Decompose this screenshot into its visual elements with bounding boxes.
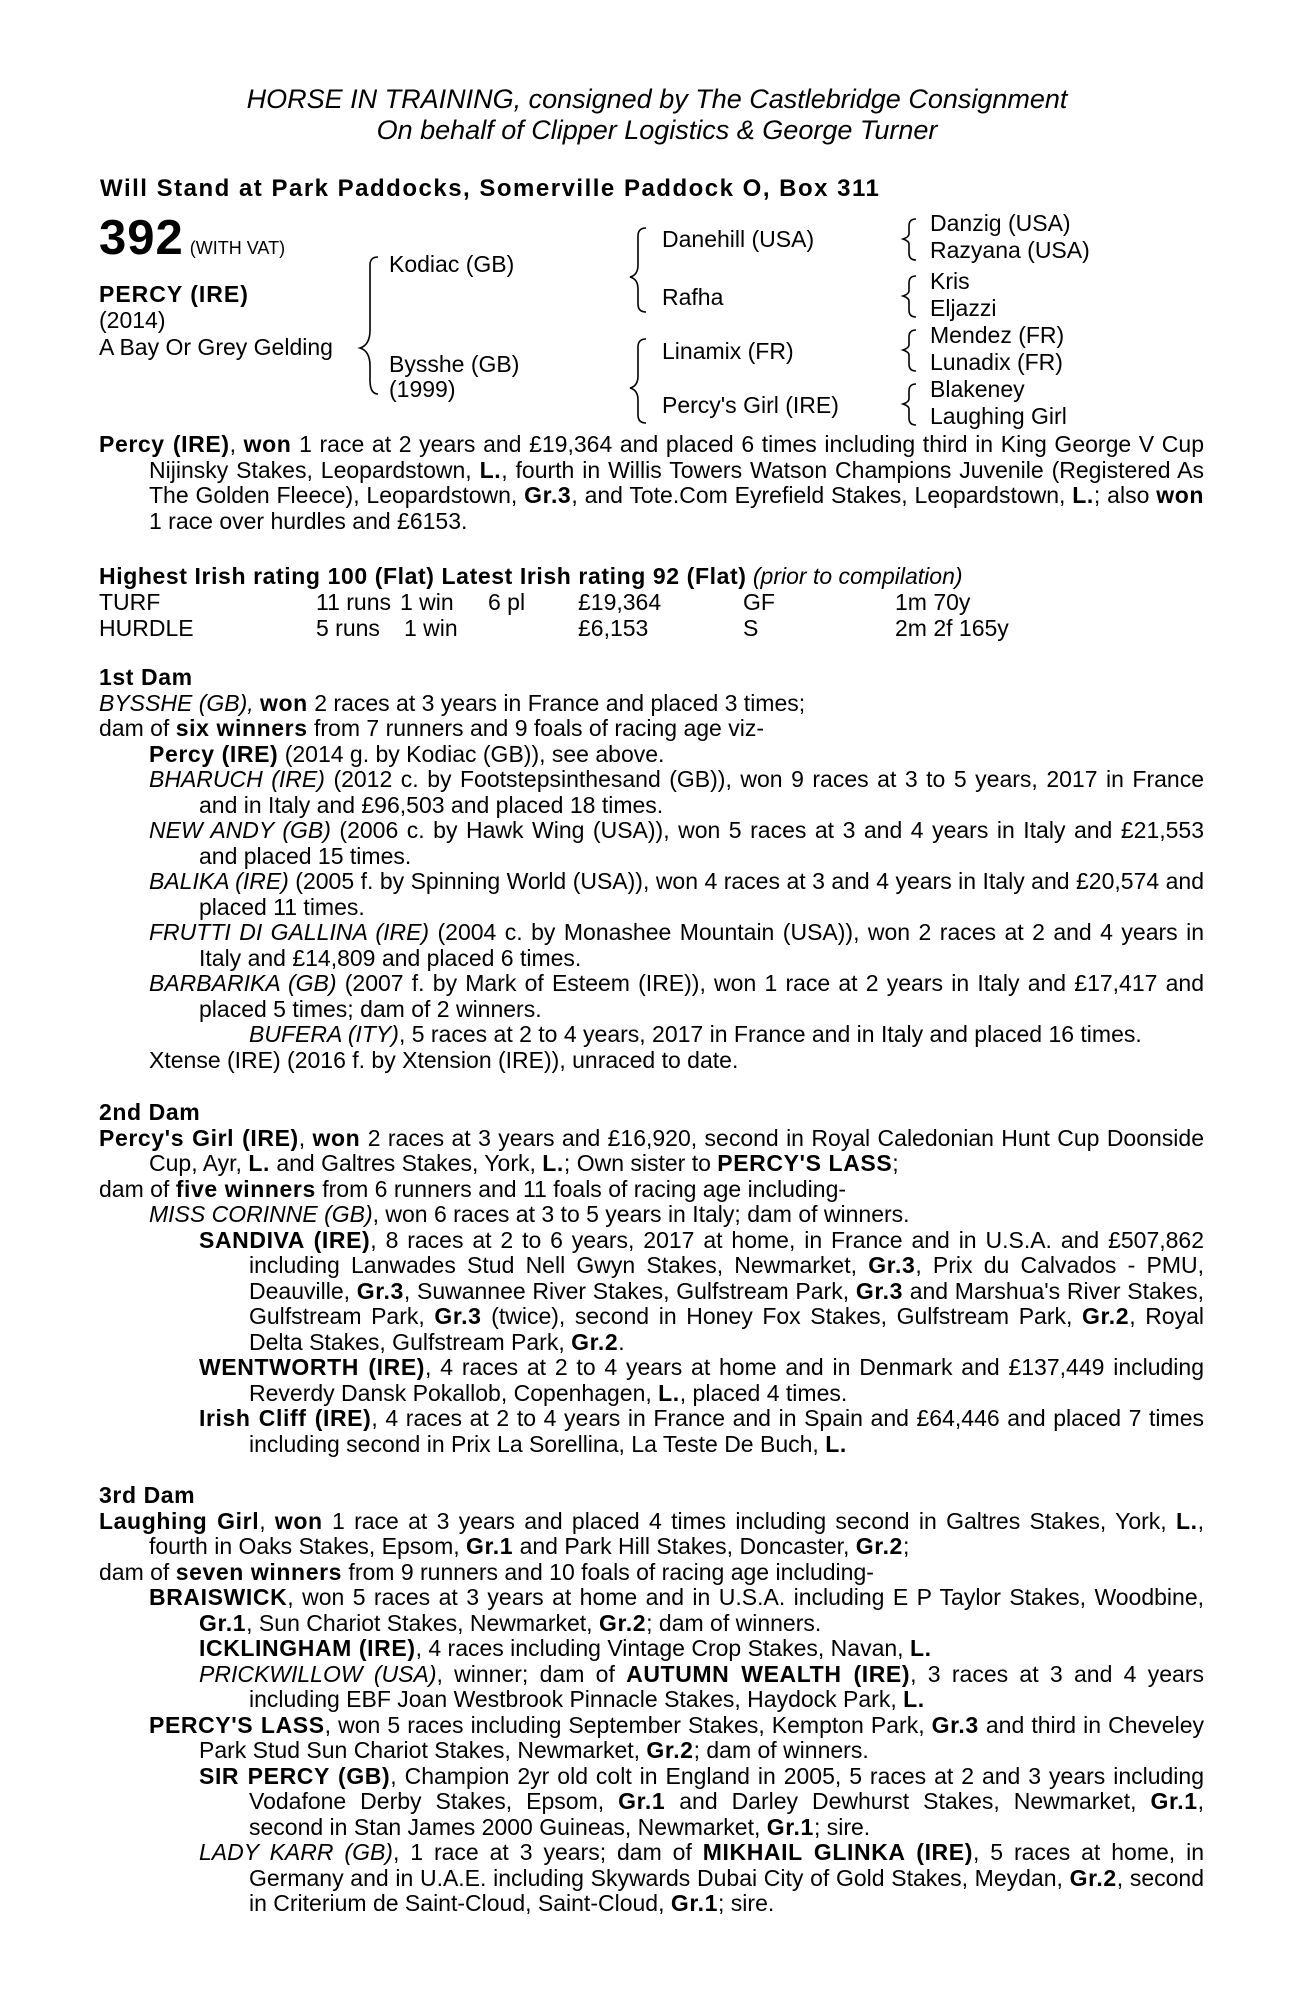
summary-text: , fourth in Willis Towers Watson Champions Juvenile (Registered As The Golden Fleece), Leopardstown,	[149, 456, 1204, 508]
produce-name: FRUTTI DI GALLINA (IRE)	[149, 919, 430, 945]
second-dam-name: Percy's Girl (IRE)	[99, 1124, 299, 1151]
group-label: Gr.3	[434, 1303, 482, 1329]
produce-name: BALIKA (IRE)	[149, 868, 289, 894]
pedigree-dss: Mendez (FR)	[930, 322, 1065, 348]
dam-text: and Galtres Stakes, York,	[269, 1150, 543, 1176]
won-label: won	[274, 1507, 323, 1534]
listed-label: L.	[1175, 1507, 1198, 1534]
pedigree-sdd: Eljazzi	[930, 295, 997, 321]
summary-text: 1 race at 2 years and £19,364 and placed 6 times including third in King George V Cup Nijinsky Stakes, Leopardstown,	[149, 431, 1204, 483]
dam-text: ;	[902, 1533, 910, 1559]
dam-text: from 6 runners and 11 foals of racing age including-	[315, 1175, 847, 1202]
produce-text: (2005 f. by Spinning World (USA)), won 4 races at 3 and 4 years in Italy and £20,574 and placed 11 times.	[199, 868, 1204, 920]
produce-name: BHARUCH (IRE)	[149, 766, 325, 792]
third-dam-record: Laughing Girl, won 1 race at 3 years and placed 4 times including second in Galtres Stakes, York, L., fourth in Oaks Stakes, Epsom, Gr.1 and Park Hill Stakes, Doncaster, Gr.2;	[99, 1507, 1205, 1559]
produce-name: SIR PERCY (GB)	[199, 1762, 391, 1789]
first-dam-name: BYSSHE (GB),	[99, 689, 254, 716]
produce-bharuch	[149, 767, 1204, 818]
group-label: Gr.2	[855, 1533, 903, 1559]
produce-braiswick	[149, 1585, 1204, 1636]
produce-text: , won 6 races at 3 to 5 years in Italy; dam of winners.	[372, 1201, 910, 1227]
dam-text: ; Own sister to	[563, 1150, 718, 1176]
produce-text: , 4 races at 2 to 4 years at home and in Denmark and £137,449 including Reverdy Dansk Pokallob, Copenhagen,	[249, 1354, 1204, 1406]
group-label: Gr.3	[356, 1277, 404, 1304]
group-label: Gr.2	[646, 1737, 694, 1763]
lot-vat: (WITH VAT)	[189, 238, 286, 258]
produce-name: WENTWORTH (IRE)	[199, 1354, 426, 1380]
pedigree-dam-dam: Percy's Girl (IRE)	[662, 392, 839, 418]
listed-label: L.	[1072, 482, 1094, 508]
first-dam-section	[99, 665, 1204, 1073]
produce-text: ; dam of winners.	[646, 1609, 822, 1636]
stand-location: Will Stand at Park Paddocks, Somerville Paddock O, Box 311	[100, 175, 881, 202]
produce-name: SANDIVA (IRE)	[199, 1226, 371, 1253]
second-dam-heading: 2nd Dam	[99, 1099, 201, 1125]
horse-description: A Bay Or Grey Gelding	[99, 334, 333, 360]
group-label: Gr.3	[931, 1711, 979, 1738]
dam-text: 2 races at 3 years and £16,920, second in Royal Caledonian Hunt Cup Doonside Cup, Ayr,	[149, 1124, 1204, 1176]
produce-text: , 5 races at 2 to 4 years, 2017 in France and in Italy and placed 16 times.	[398, 1021, 1142, 1047]
sister-name: PERCY'S LASS	[717, 1150, 893, 1176]
produce-text: (2006 c. by Hawk Wing (USA)), won 5 races at 3 and 4 years in Italy and £21,553 and placed 15 times.	[199, 817, 1205, 869]
produce-text: , 5 races at home, in Germany and in U.A.E. including Skywards Dubai City of Gold Stakes, Meydan,	[249, 1839, 1204, 1891]
produce-text: and Darley Dewhurst Stakes, Newmarket,	[665, 1788, 1151, 1814]
third-dam-name: Laughing Girl	[99, 1507, 260, 1534]
record-runs: 11 runs	[316, 589, 392, 615]
listed-label: L.	[909, 1635, 932, 1661]
produce-text: (2012 c. by Footstepsinthesand (GB)), won 9 races at 3 to 5 years, 2017 in France and in Italy and £96,503 and placed 18 times.	[199, 766, 1204, 818]
produce-name: BARBARIKA (GB)	[149, 970, 337, 996]
produce-name: Irish Cliff (IRE)	[199, 1405, 372, 1431]
produce-text: , Royal Delta Stakes, Gulfstream Park,	[249, 1303, 1205, 1355]
listed-label: L.	[658, 1379, 680, 1406]
brace-ss	[903, 219, 916, 260]
produce-wentworth	[199, 1355, 1204, 1406]
produce-name: LADY KARR (GB)	[199, 1839, 393, 1865]
brace-ds	[903, 330, 916, 371]
produce-text: and Marshua's River Stakes, Gulfstream Park,	[249, 1277, 1204, 1329]
first-dam-produce-summary	[99, 716, 1204, 742]
produce-text: , won 5 races at 3 years at home and in U.S.A. including E P Taylor Stakes, Woodbine,	[287, 1584, 1204, 1610]
produce-frutti	[149, 920, 1204, 971]
produce-offspring-name: MIKHAIL GLINKA (IRE)	[702, 1839, 973, 1865]
dam-text: from 7 runners and 9 foals of racing age viz-	[307, 715, 765, 741]
winners-count: six winners	[175, 715, 308, 741]
produce-name: NEW ANDY (GB)	[149, 817, 331, 843]
produce-miss-corinne	[149, 1202, 1204, 1228]
brace-dd	[903, 384, 916, 425]
brace-dam	[630, 339, 646, 423]
group-label: Gr.3	[868, 1252, 916, 1278]
brace-sire-dam	[360, 257, 378, 394]
produce-icklingham	[199, 1636, 1204, 1662]
listed-label: L.	[479, 456, 502, 483]
produce-text: , Champion 2yr old colt in England in 2005, 5 races at 2 and 3 years including Vodafone Derby Stakes, Epsom,	[249, 1762, 1205, 1814]
group-label: Gr.3	[524, 482, 572, 508]
record-placed: 6 pl	[488, 589, 526, 615]
dam-text: and Park Hill Stakes, Doncaster,	[513, 1533, 856, 1559]
produce-name: PERCY'S LASS	[149, 1711, 325, 1738]
dam-text: , fourth in Oaks Stakes, Epsom,	[149, 1507, 1205, 1559]
produce-bufera	[249, 1022, 1204, 1048]
summary-paragraph: Percy (IRE), won 1 race at 2 years and £19,364 and placed 6 times including third in King George V Cup Nijinsky Stakes, Leopardstown, L., fourth in Willis Towers Watson Champions Juvenile (Registered As The Golden Fleece), Leopardstown, Gr.3, and Tote.Com Eyrefield Stakes, Leopardstown, L.; also won 1 race over hurdles and £6153.	[99, 431, 1205, 534]
pedigree-braces	[0, 0, 1314, 440]
group-label: Gr.1	[766, 1813, 814, 1840]
produce-text: ; sire.	[718, 1890, 775, 1916]
record-type: HURDLE	[99, 615, 194, 641]
header-behalf: On behalf of Clipper Logistics & George Turner	[376, 115, 938, 145]
produce-text: (2004 c. by Monashee Mountain (USA)), won 2 races at 2 and 4 years in Italy and £14,809 and placed 6 times.	[199, 919, 1205, 971]
record-going: GF	[743, 589, 775, 615]
produce-text: , second in Criterium de Saint-Cloud, Saint-Cloud,	[249, 1864, 1204, 1916]
summary-won: won	[1156, 482, 1205, 508]
horse-name: PERCY (IRE)	[99, 281, 249, 307]
dam-text: from 9 runners and 10 foals of racing age including-	[342, 1558, 874, 1585]
horse-year: (2014)	[99, 307, 166, 333]
produce-text: , placed 4 times.	[679, 1379, 848, 1406]
second-dam-record: Percy's Girl (IRE), won 2 races at 3 years and £16,920, second in Royal Caledonian Hunt Cup Doonside Cup, Ayr, L. and Galtres Stakes, York, L.; Own sister to PERCY'S LASS;	[99, 1124, 1204, 1176]
rating-line	[99, 563, 963, 590]
second-dam-section	[99, 1100, 1204, 1457]
brace-sd	[903, 276, 916, 317]
won-label: won	[312, 1124, 361, 1151]
pedigree-dam-year: (1999)	[389, 376, 456, 402]
pedigree-ddd: Laughing Girl	[930, 403, 1067, 429]
summary-text: , and Tote.Com Eyrefield Stakes, Leopardstown,	[571, 482, 1073, 508]
group-label: Gr.1	[1150, 1788, 1198, 1814]
rating-note: (prior to compilation)	[752, 563, 963, 589]
winners-count: seven winners	[175, 1558, 343, 1585]
produce-name: BUFERA (ITY)	[249, 1021, 399, 1047]
produce-text: , 3 races at 3 and 4 years including EBF Joan Westbrook Pinnacle Stakes, Haydock Park,	[249, 1660, 1204, 1712]
produce-percys-lass	[149, 1713, 1204, 1764]
produce-name: PRICKWILLOW (USA)	[199, 1660, 437, 1687]
summary-text: ; also	[1093, 482, 1157, 508]
produce-text: , won 5 races including September Stakes, Kempton Park,	[324, 1711, 932, 1738]
produce-text: , winner; dam of	[436, 1660, 627, 1687]
group-label: Gr.1	[199, 1609, 247, 1636]
won-label: won	[260, 689, 308, 716]
produce-balika	[149, 869, 1204, 920]
produce-name: ICKLINGHAM (IRE)	[199, 1635, 416, 1661]
listed-label: L.	[542, 1150, 564, 1176]
dam-text: dam of	[99, 715, 176, 741]
listed-label: L.	[248, 1150, 270, 1176]
summary-text: 1 race over hurdles and £6153.	[149, 507, 468, 534]
dam-text: 2 races at 3 years in France and placed 3 times;	[307, 689, 806, 716]
brace-sire	[630, 228, 646, 312]
produce-barbarika	[149, 971, 1204, 1022]
summary-won: won	[243, 431, 292, 457]
listed-label: L.	[825, 1430, 847, 1457]
record-distance: 1m 70y	[895, 589, 971, 615]
dam-text: ;	[892, 1150, 899, 1176]
produce-sandiva	[199, 1228, 1204, 1356]
produce-text: (2014 g. by Kodiac (GB)), see above.	[278, 740, 665, 767]
winners-count: five winners	[175, 1175, 316, 1202]
produce-name: BRAISWICK	[149, 1584, 288, 1610]
produce-lady-karr	[199, 1840, 1204, 1917]
lot-number-value: 392	[99, 211, 184, 265]
produce-text: ; sire.	[813, 1813, 871, 1840]
produce-text: , Suwannee River Stakes, Gulfstream Park,	[403, 1277, 856, 1304]
header-consignor: HORSE IN TRAINING, consigned by The Castlebridge Consignment	[246, 84, 1068, 114]
record-distance: 2m 2f 165y	[895, 615, 1009, 641]
produce-name: Percy (IRE)	[149, 740, 279, 767]
produce-irish-cliff	[199, 1406, 1204, 1457]
group-label: Gr.2	[571, 1328, 619, 1355]
produce-xtense: Xtense (IRE) (2016 f. by Xtension (IRE)), unraced to date.	[149, 1046, 739, 1073]
group-label: Gr.1	[466, 1533, 514, 1559]
pedigree-ssd: Razyana (USA)	[930, 237, 1090, 263]
third-dam-heading: 3rd Dam	[99, 1482, 196, 1508]
produce-percy	[149, 742, 1204, 768]
group-label: Gr.2	[598, 1609, 647, 1636]
produce-text: , 4 races including Vintage Crop Stakes, Navan,	[415, 1635, 910, 1661]
produce-text: (twice), second in Honey Fox Stakes, Gulfstream Park,	[481, 1303, 1083, 1329]
pedigree-dsd: Lunadix (FR)	[930, 349, 1063, 375]
pedigree-dds: Blakeney	[930, 376, 1025, 402]
dam-text: dam of	[99, 1175, 176, 1202]
produce-text: , Sun Chariot Stakes, Newmarket,	[246, 1609, 599, 1636]
first-dam-record	[99, 691, 1204, 717]
pedigree-sss: Danzig (USA)	[930, 210, 1071, 236]
produce-prickwillow	[199, 1662, 1204, 1713]
group-label: Gr.3	[855, 1277, 903, 1304]
group-label: Gr.2	[1069, 1864, 1117, 1891]
record-type: TURF	[99, 589, 161, 615]
second-dam-produce-summary	[99, 1177, 1204, 1203]
produce-text: , 8 races at 2 to 6 years, 2017 at home, in France and in U.S.A. and £507,862 including Lanwades Stud Nell Gwyn Stakes, Newmarket,	[249, 1226, 1204, 1278]
record-prize: £19,364	[578, 589, 662, 615]
produce-text: and third in Cheveley Park Stud Sun Chariot Stakes, Newmarket,	[199, 1711, 1204, 1763]
pedigree-dam: Bysshe (GB)	[389, 351, 520, 377]
produce-text: , 4 races at 2 to 4 years in France and in Spain and £64,446 and placed 7 times including second in Prix La Sorellina, La Teste De Buch,	[249, 1405, 1204, 1457]
pedigree-sire: Kodiac (GB)	[389, 251, 515, 277]
group-label: Gr.1	[618, 1788, 666, 1814]
first-dam-heading: 1st Dam	[99, 664, 193, 690]
third-dam-section	[99, 1483, 1204, 1917]
produce-text: .	[618, 1328, 625, 1355]
pedigree-sds: Kris	[930, 268, 970, 294]
produce-text: , second in Stan James 2000 Guineas, Newmarket,	[249, 1788, 1204, 1840]
pedigree-sire-dam: Rafha	[662, 284, 724, 310]
produce-text: ; dam of winners.	[693, 1737, 869, 1763]
dam-text: 1 race at 3 years and placed 4 times including second in Galtres Stakes, York,	[322, 1507, 1176, 1534]
summary-horse-name: Percy (IRE)	[99, 431, 230, 457]
race-summary	[99, 432, 1204, 534]
group-label: Gr.1	[670, 1890, 719, 1916]
rating-values: Highest Irish rating 100 (Flat) Latest Irish rating 92 (Flat)	[99, 563, 747, 589]
record-going: S	[743, 615, 759, 641]
listed-label: L.	[903, 1686, 925, 1712]
produce-name: MISS CORINNE (GB)	[149, 1201, 373, 1227]
third-dam-produce-summary	[99, 1560, 1204, 1586]
group-label: Gr.2	[1082, 1303, 1130, 1329]
produce-text: , 1 race at 3 years; dam of	[392, 1839, 703, 1865]
produce-new-andy	[149, 818, 1204, 869]
record-wins: 1 win	[400, 589, 454, 615]
record-runs: 5 runs	[316, 615, 380, 641]
produce-text: , Prix du Calvados - PMU, Deauville,	[249, 1252, 1204, 1304]
dam-text: dam of	[99, 1558, 176, 1585]
pedigree-dam-sire: Linamix (FR)	[662, 338, 794, 364]
produce-sir-percy	[199, 1764, 1204, 1841]
produce-text: (2007 f. by Mark of Esteem (IRE)), won 1 race at 2 years in Italy and £17,417 and placed 5 times; dam of 2 winners.	[199, 970, 1204, 1022]
pedigree-sire-sire: Danehill (USA)	[662, 226, 815, 252]
record-prize: £6,153	[578, 615, 649, 641]
produce-offspring-name: AUTUMN WEALTH (IRE)	[626, 1660, 911, 1687]
record-wins: 1 win	[404, 615, 458, 641]
